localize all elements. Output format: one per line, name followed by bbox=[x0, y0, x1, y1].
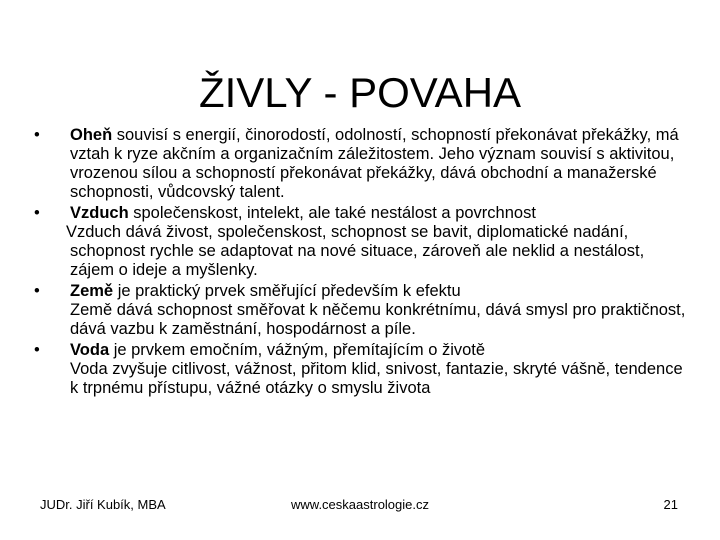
item-subtext: Vzduch dává živost, společenskost, schopnost se bavit, diplomatické nadání, schopnost rychle se adaptovat na nové situace, zároveň ale neklid a nestálost, zájem o ideje a myšlenky. bbox=[66, 223, 645, 279]
list-item bbox=[34, 282, 686, 339]
item-term: Země bbox=[70, 282, 114, 300]
item-term: Vzduch bbox=[70, 204, 129, 222]
item-subtext: Země dává schopnost směřovat k něčemu konkrétnímu, dává smysl pro praktičnost, dává vazbu k zaměstnání, hospodárnost a píle. bbox=[70, 301, 686, 338]
footer-author: JUDr. Jiří Kubík, MBA bbox=[40, 497, 166, 512]
item-term: Oheň bbox=[70, 126, 113, 144]
bullet-icon: • bbox=[34, 341, 40, 359]
item-term: Voda bbox=[70, 341, 110, 359]
item-text: souvisí s energií, činorodostí, odolností, schopností překonávat překážky, má vztah k ryze akčním a organizačním záležitostem. Jeho význam souvisí s aktivitou, vrozenou sílou a schopností překonávat překážky, dává obchodní a manažerské schopnosti, vůdcovský talent. bbox=[70, 126, 679, 201]
list-item bbox=[34, 341, 686, 398]
bullet-icon: • bbox=[34, 282, 40, 300]
item-text: je praktický prvek směřující především k efektu bbox=[113, 282, 461, 300]
page-number: 21 bbox=[663, 497, 678, 512]
bullet-icon: • bbox=[34, 204, 40, 222]
item-text: společenskost, intelekt, ale také nestálost a povrchnost bbox=[128, 204, 536, 222]
list-item bbox=[34, 126, 686, 202]
item-subtext: Voda zvyšuje citlivost, vážnost, přitom klid, snivost, fantazie, skryté vášně, tendence k trpnému přístupu, vážné otázky o smyslu života bbox=[70, 360, 683, 397]
slide-title: ŽIVLY - POVAHA bbox=[198, 69, 522, 117]
bullet-icon: • bbox=[34, 126, 40, 144]
list-item bbox=[34, 204, 686, 280]
bullet-list bbox=[34, 126, 686, 400]
item-text: je prvkem emočním, vážným, přemítajícím o životě bbox=[109, 341, 486, 359]
footer-website: www.ceskaastrologie.cz bbox=[291, 497, 429, 512]
